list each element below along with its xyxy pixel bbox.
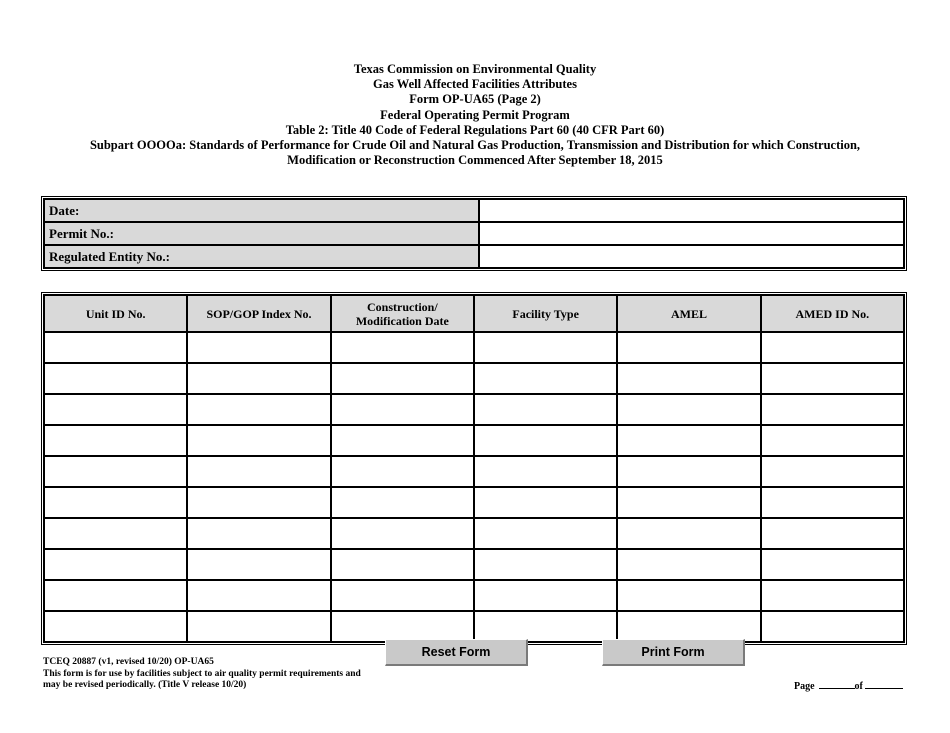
cell-amed-id[interactable]	[761, 487, 904, 518]
col-amel: AMEL	[617, 295, 760, 332]
table-row	[44, 518, 904, 549]
cell-sop-gop-index[interactable]	[187, 487, 330, 518]
cell-amel[interactable]	[617, 580, 760, 611]
reset-form-button[interactable]: Reset Form	[385, 639, 528, 666]
cell-amel[interactable]	[617, 456, 760, 487]
entity-row	[44, 245, 904, 268]
cell-construction-date[interactable]	[331, 580, 474, 611]
cell-facility-type[interactable]	[474, 363, 617, 394]
date-field[interactable]	[479, 199, 904, 222]
cell-facility-type[interactable]	[474, 611, 617, 642]
agency-title: Texas Commission on Environmental Quality	[353, 62, 597, 76]
cell-unit-id[interactable]	[44, 394, 187, 425]
print-form-button[interactable]: Print Form	[602, 639, 745, 666]
cell-amed-id[interactable]	[761, 549, 904, 580]
cell-construction-date[interactable]	[331, 425, 474, 456]
table-row	[44, 425, 904, 456]
page-total-field[interactable]	[865, 679, 903, 689]
cell-construction-date[interactable]	[331, 487, 474, 518]
entity-field[interactable]	[479, 245, 904, 268]
program-name: Federal Operating Permit Program	[380, 107, 570, 122]
cell-sop-gop-index[interactable]	[187, 363, 330, 394]
form-title: Gas Well Affected Facilities Attributes	[373, 77, 577, 92]
cell-amel[interactable]	[617, 487, 760, 518]
cell-amel[interactable]	[617, 425, 760, 456]
cell-sop-gop-index[interactable]	[187, 425, 330, 456]
col-facility-type: Facility Type	[474, 295, 617, 332]
cell-facility-type[interactable]	[474, 332, 617, 363]
form-header	[0, 62, 950, 168]
cell-amed-id[interactable]	[761, 332, 904, 363]
subpart-title: Subpart OOOOa: Standards of Performance for Crude Oil and Natural Gas Production, Transmission and Distribution for which Construction,	[89, 138, 861, 153]
cell-construction-date[interactable]	[331, 549, 474, 580]
footer-note-1: This form is for use by facilities subject to air quality permit requirements and	[43, 668, 361, 679]
table-row	[44, 487, 904, 518]
cell-unit-id[interactable]	[44, 363, 187, 394]
cell-unit-id[interactable]	[44, 487, 187, 518]
col-construction-date	[331, 295, 474, 332]
cell-sop-gop-index[interactable]	[187, 580, 330, 611]
page-label: Page	[794, 681, 815, 692]
cell-sop-gop-index[interactable]	[187, 611, 330, 642]
cell-construction-date[interactable]	[331, 394, 474, 425]
cell-amed-id[interactable]	[761, 394, 904, 425]
cell-unit-id[interactable]	[44, 425, 187, 456]
cell-construction-date[interactable]	[331, 363, 474, 394]
cell-sop-gop-index[interactable]	[187, 332, 330, 363]
cell-sop-gop-index[interactable]	[187, 394, 330, 425]
cell-unit-id[interactable]	[44, 456, 187, 487]
info-table	[41, 196, 907, 271]
form-number: Form OP-UA65 (Page 2)	[409, 92, 541, 107]
table-row	[44, 549, 904, 580]
cell-facility-type[interactable]	[474, 580, 617, 611]
cell-unit-id[interactable]	[44, 611, 187, 642]
footer-note-2: may be revised periodically. (Title V release 10/20)	[43, 680, 247, 690]
date-row	[44, 199, 904, 222]
cell-amed-id[interactable]	[761, 518, 904, 549]
cell-unit-id[interactable]	[44, 580, 187, 611]
cell-amel[interactable]	[617, 363, 760, 394]
cell-amed-id[interactable]	[761, 456, 904, 487]
cell-facility-type[interactable]	[474, 425, 617, 456]
cell-amel[interactable]	[617, 518, 760, 549]
table-row	[44, 580, 904, 611]
cell-amed-id[interactable]	[761, 580, 904, 611]
cell-amed-id[interactable]	[761, 611, 904, 642]
form-id: TCEQ 20887 (v1, revised 10/20) OP-UA65	[43, 657, 214, 667]
table-body	[44, 332, 904, 642]
cell-amel[interactable]	[617, 611, 760, 642]
form-footer	[43, 657, 361, 692]
cell-unit-id[interactable]	[44, 518, 187, 549]
header-row	[44, 295, 904, 332]
cell-facility-type[interactable]	[474, 518, 617, 549]
cell-facility-type[interactable]	[474, 394, 617, 425]
table-row	[44, 394, 904, 425]
cell-unit-id[interactable]	[44, 549, 187, 580]
col-construction-date-line2: Modification Date	[355, 313, 449, 328]
cell-construction-date[interactable]	[331, 518, 474, 549]
table-row	[44, 332, 904, 363]
cell-facility-type[interactable]	[474, 456, 617, 487]
date-label: Date:	[44, 199, 479, 222]
subpart-title-cont: Modification or Reconstruction Commenced After September 18, 2015	[287, 153, 663, 168]
cell-facility-type[interactable]	[474, 487, 617, 518]
cell-amed-id[interactable]	[761, 363, 904, 394]
col-unit-id: Unit ID No.	[44, 295, 187, 332]
table-row	[44, 611, 904, 642]
col-amed-id: AMED ID No.	[761, 295, 904, 332]
cell-amel[interactable]	[617, 332, 760, 363]
cell-sop-gop-index[interactable]	[187, 549, 330, 580]
cell-sop-gop-index[interactable]	[187, 518, 330, 549]
cell-amel[interactable]	[617, 394, 760, 425]
cell-unit-id[interactable]	[44, 332, 187, 363]
page-number	[794, 679, 903, 692]
col-sop-gop-index: SOP/GOP Index No.	[187, 295, 330, 332]
permit-field[interactable]	[479, 222, 904, 245]
col-construction-date-line1: Construction/	[366, 299, 438, 314]
table-title: Table 2: Title 40 Code of Federal Regulations Part 60 (40 CFR Part 60)	[285, 122, 665, 137]
permit-row	[44, 222, 904, 245]
cell-facility-type[interactable]	[474, 549, 617, 580]
permit-label: Permit No.:	[44, 222, 479, 245]
of-label: of	[854, 681, 863, 692]
attributes-table	[41, 292, 907, 645]
page-field[interactable]	[819, 679, 855, 689]
cell-construction-date[interactable]	[331, 456, 474, 487]
cell-amed-id[interactable]	[761, 425, 904, 456]
table-row	[44, 363, 904, 394]
cell-construction-date[interactable]	[331, 332, 474, 363]
cell-construction-date[interactable]	[331, 611, 474, 642]
entity-label: Regulated Entity No.:	[44, 245, 479, 268]
table-row	[44, 456, 904, 487]
cell-sop-gop-index[interactable]	[187, 456, 330, 487]
cell-amel[interactable]	[617, 549, 760, 580]
